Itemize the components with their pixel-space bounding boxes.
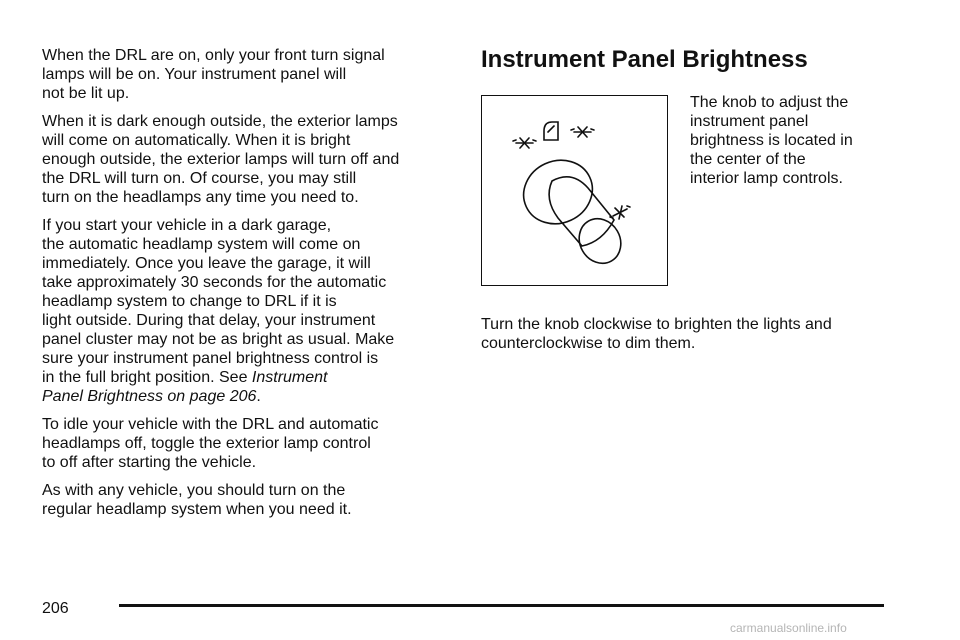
text-line: headlamp system to change to DRL if it is [42,293,337,310]
cross-reference-link[interactable]: Panel Brightness on page 206 [42,388,257,405]
text-line: lamps will be on. Your instrument panel will [42,66,347,83]
text-line: As with any vehicle, you should turn on the [42,482,346,499]
lamp-left-icon [513,138,536,148]
footer-rule [119,604,884,607]
text-line: the center of the [690,151,806,168]
text-line: Turn the knob clockwise to brighten the lights and [481,316,832,333]
paragraph-drl-turn-signals [42,46,452,103]
paragraph-exterior-lamps [42,112,452,207]
paragraph-regular-headlamps [42,481,452,519]
lamp-knob-icon [610,206,630,219]
door-icon [544,122,558,140]
text-line: to off after starting the vehicle. [42,454,257,471]
figure-description [690,93,853,188]
section-heading: Instrument Panel Brightness [481,46,808,73]
text-line: turn on the headlamps any time you need to. [42,189,359,206]
watermark: carmanualsonline.info [730,621,847,635]
text-line: light outside. During that delay, your instrument [42,312,376,329]
cross-reference-link[interactable]: Instrument [251,369,328,386]
text-line: When the DRL are on, only your front turn signal [42,47,385,64]
brightness-knob-illustration [481,95,668,286]
text-line: When it is dark enough outside, the exterior lamps [42,113,398,130]
left-column [42,46,452,528]
text-line: brightness is located in [690,132,853,149]
text-line [42,368,452,387]
text-line: regular headlamp system when you need it. [42,501,352,518]
text-line: headlamps off, toggle the exterior lamp control [42,435,371,452]
text-line: instrument panel [690,113,809,130]
text-line [42,387,452,406]
text-line: immediately. Once you leave the garage, it will [42,255,371,272]
text-line: not be lit up. [42,85,130,102]
text-line: enough outside, the exterior lamps will turn off and [42,151,400,168]
paragraph-dark-garage [42,216,452,406]
text-line: If you start your vehicle in a dark garage, [42,217,332,234]
lamp-right-icon [571,127,594,137]
text-line: interior lamp controls. [690,170,843,187]
text-line: will come on automatically. When it is bright [42,132,351,149]
reference-suffix: . [256,388,261,405]
text-line: panel cluster may not be as bright as usual. Make [42,331,395,348]
text-line: The knob to adjust the [690,94,849,111]
reference-prefix: in the full bright position. See [42,369,252,386]
paragraph-idle-vehicle [42,415,452,472]
text-line: take approximately 30 seconds for the automatic [42,274,387,291]
knob-icon [482,96,666,284]
page-number: 206 [42,600,69,617]
text-line: the DRL will turn on. Of course, you may still [42,170,357,187]
text-line: sure your instrument panel brightness control is [42,350,379,367]
knob-instructions [481,315,832,353]
text-line: counterclockwise to dim them. [481,335,696,352]
text-line: To idle your vehicle with the DRL and automatic [42,416,379,433]
text-line: the automatic headlamp system will come on [42,236,361,253]
